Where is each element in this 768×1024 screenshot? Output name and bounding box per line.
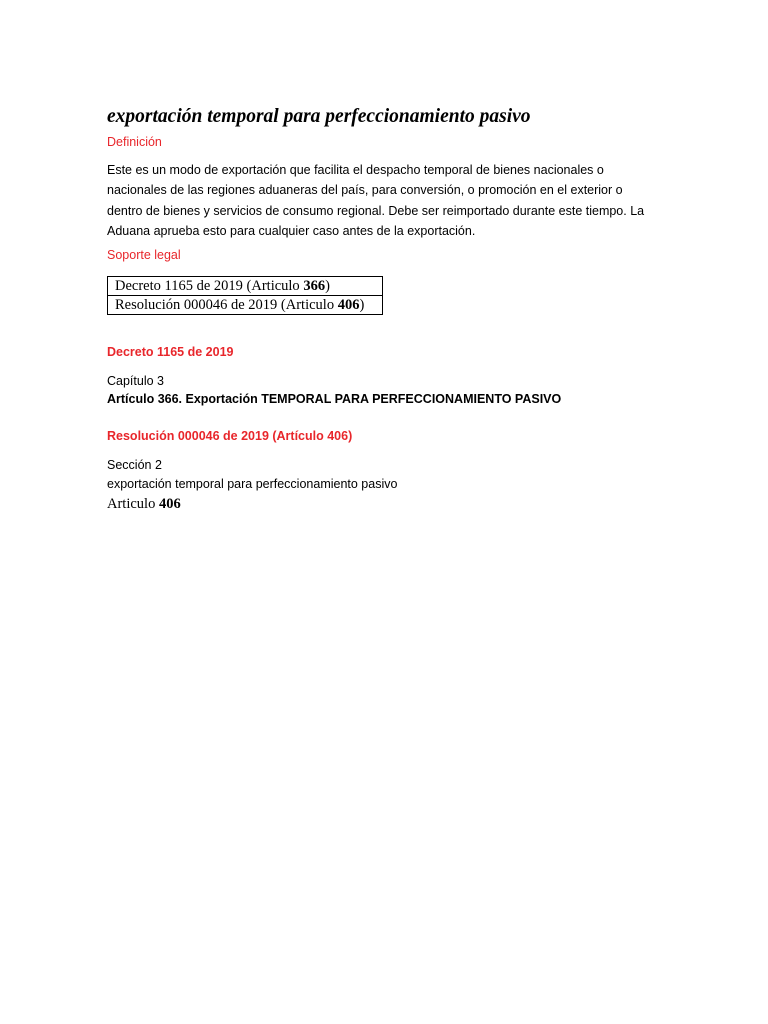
resolution-heading: Resolución 000046 de 2019 (Artículo 406)	[107, 429, 353, 443]
definition-line: Este es un modo de exportación que facilita el despacho temporal de bienes nacionales o	[107, 163, 604, 177]
definition-line: nacionales de las regiones aduaneras del país, para conversión, o promoción en el exterior o	[107, 183, 623, 198]
section-title: exportación temporal para perfeccionamiento pasivo	[107, 477, 398, 491]
definition-heading: Definición	[107, 135, 162, 149]
table-cell	[108, 296, 383, 315]
article-number: 406	[337, 296, 360, 313]
decree-heading: Decreto 1165 de 2019	[107, 345, 234, 359]
decree-reference-text: Decreto 1165 de 2019 (Articulo	[115, 277, 304, 294]
section-label: Sección 2	[107, 458, 162, 472]
legal-support-heading: Soporte legal	[107, 248, 181, 262]
definition-line: dentro de bienes y servicios de consumo regional. Debe ser reimportado durante este tiempo. La	[107, 203, 645, 218]
article-406-label: Articulo	[107, 496, 159, 512]
table-row	[108, 296, 383, 315]
article-406-number: 406	[158, 496, 181, 512]
document-title: exportación temporal para perfeccionamiento pasivo	[107, 106, 531, 127]
definition-text	[107, 160, 667, 241]
closing-paren: )	[359, 296, 365, 313]
article-406-line	[107, 496, 181, 513]
definition-line: Aduana aprueba esto para cualquier caso antes de la exportación.	[107, 223, 476, 238]
table-row	[108, 277, 383, 296]
resolution-reference-text: Resolución 000046 de 2019 (Articulo	[115, 296, 338, 313]
closing-paren: )	[325, 277, 330, 294]
article-number: 366	[303, 277, 326, 294]
chapter-label: Capítulo 3	[107, 374, 164, 388]
legal-support-table	[107, 276, 383, 315]
article-366-title: Artículo 366. Exportación TEMPORAL PARA PERFECCIONAMIENTO PASIVO	[107, 392, 562, 406]
table-cell	[108, 277, 383, 296]
